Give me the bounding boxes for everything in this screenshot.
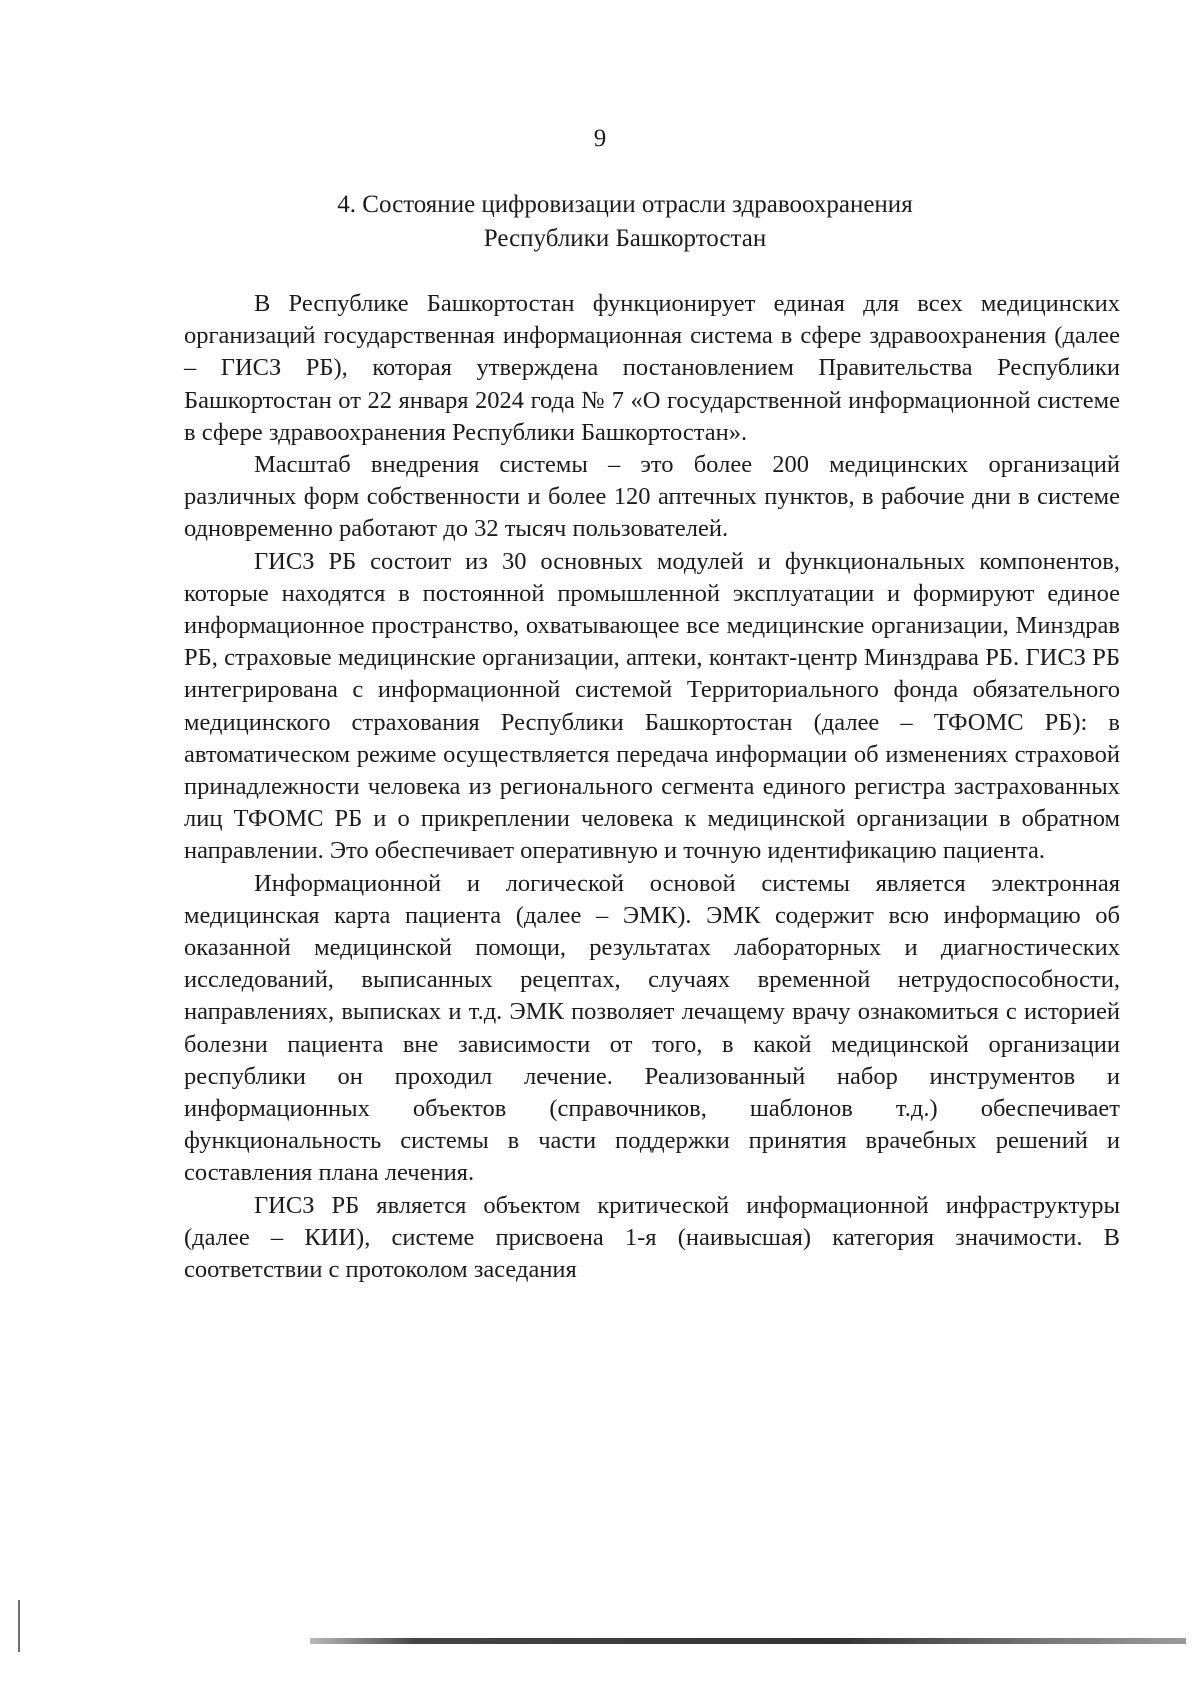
paragraph-3: ГИСЗ РБ состоит из 30 основных модулей и функциональных компонентов, которые находятся в постоянной промышленной эксплуатации и формируют единое информационное пространство, охватывающее все медицинские организации, Минздрав РБ, страховые медицинские организации, аптеки, контакт-центр Минздрава РБ. ГИСЗ РБ интегрирована с информационной системой Территориального фонда обязательного медицинского страхования Республики Башкортостан (далее – ТФОМС РБ): в автоматическом режиме осуществляется передача информации об изменениях страховой принадлежности человека из регионального сегмента единого регистра застрахованных лиц ТФОМС РБ и о прикреплении человека к медицинской организации в обратном направлении. Это обеспечивает оперативную и точную идентификацию пациента.	[184, 547, 1120, 865]
body-text	[184, 288, 1120, 1286]
paragraph-5: ГИСЗ РБ является объектом критической информационной инфраструктуры (далее – КИИ), системе присвоена 1-я (наивысшая) категория значимости. В соответствии с протоколом заседания	[184, 1191, 1120, 1284]
section-heading-line-2: Республики Башкортостан	[483, 225, 767, 252]
scan-edge-mark	[18, 1600, 20, 1652]
section-heading	[200, 188, 1050, 256]
scan-bottom-line	[310, 1638, 1186, 1644]
section-heading-line-1: 4. Состояние цифровизации отрасли здравоохранения	[337, 191, 913, 218]
paragraph-1: В Республике Башкортостан функционирует единая для всех медицинских организаций государственная информационная система в сфере здравоохранения (далее – ГИСЗ РБ), которая утверждена постановлением Правительства Республики Башкортостан от 22 января 2024 года № 7 «О государственной информационной системе в сфере здравоохранения Республики Башкортостан».	[184, 290, 1120, 446]
paragraph-2: Масштаб внедрения системы – это более 200 медицинских организаций различных форм собственности и более 120 аптечных пунктов, в рабочие дни в системе одновременно работают до 32 тысяч пользователей.	[184, 451, 1120, 543]
paragraph-4: Информационной и логической основой системы является электронная медицинская карта пациента (далее – ЭМК). ЭМК содержит всю информацию об оказанной медицинской помощи, результатах лабораторных и диагностических исследований, выписанных рецептах, случаях временной нетрудоспособности, направлениях, выписках и т.д. ЭМК позволяет лечащему врачу ознакомиться с историей болезни пациента вне зависимости от того, в какой медицинской организации республики он проходил лечение. Реализованный набор инструментов и информационных объектов (справочников, шаблонов т.д.) обеспечивает функциональность системы в части поддержки принятия врачебных решений и составления плана лечения.	[184, 869, 1120, 1187]
page-number: 9	[593, 125, 607, 152]
